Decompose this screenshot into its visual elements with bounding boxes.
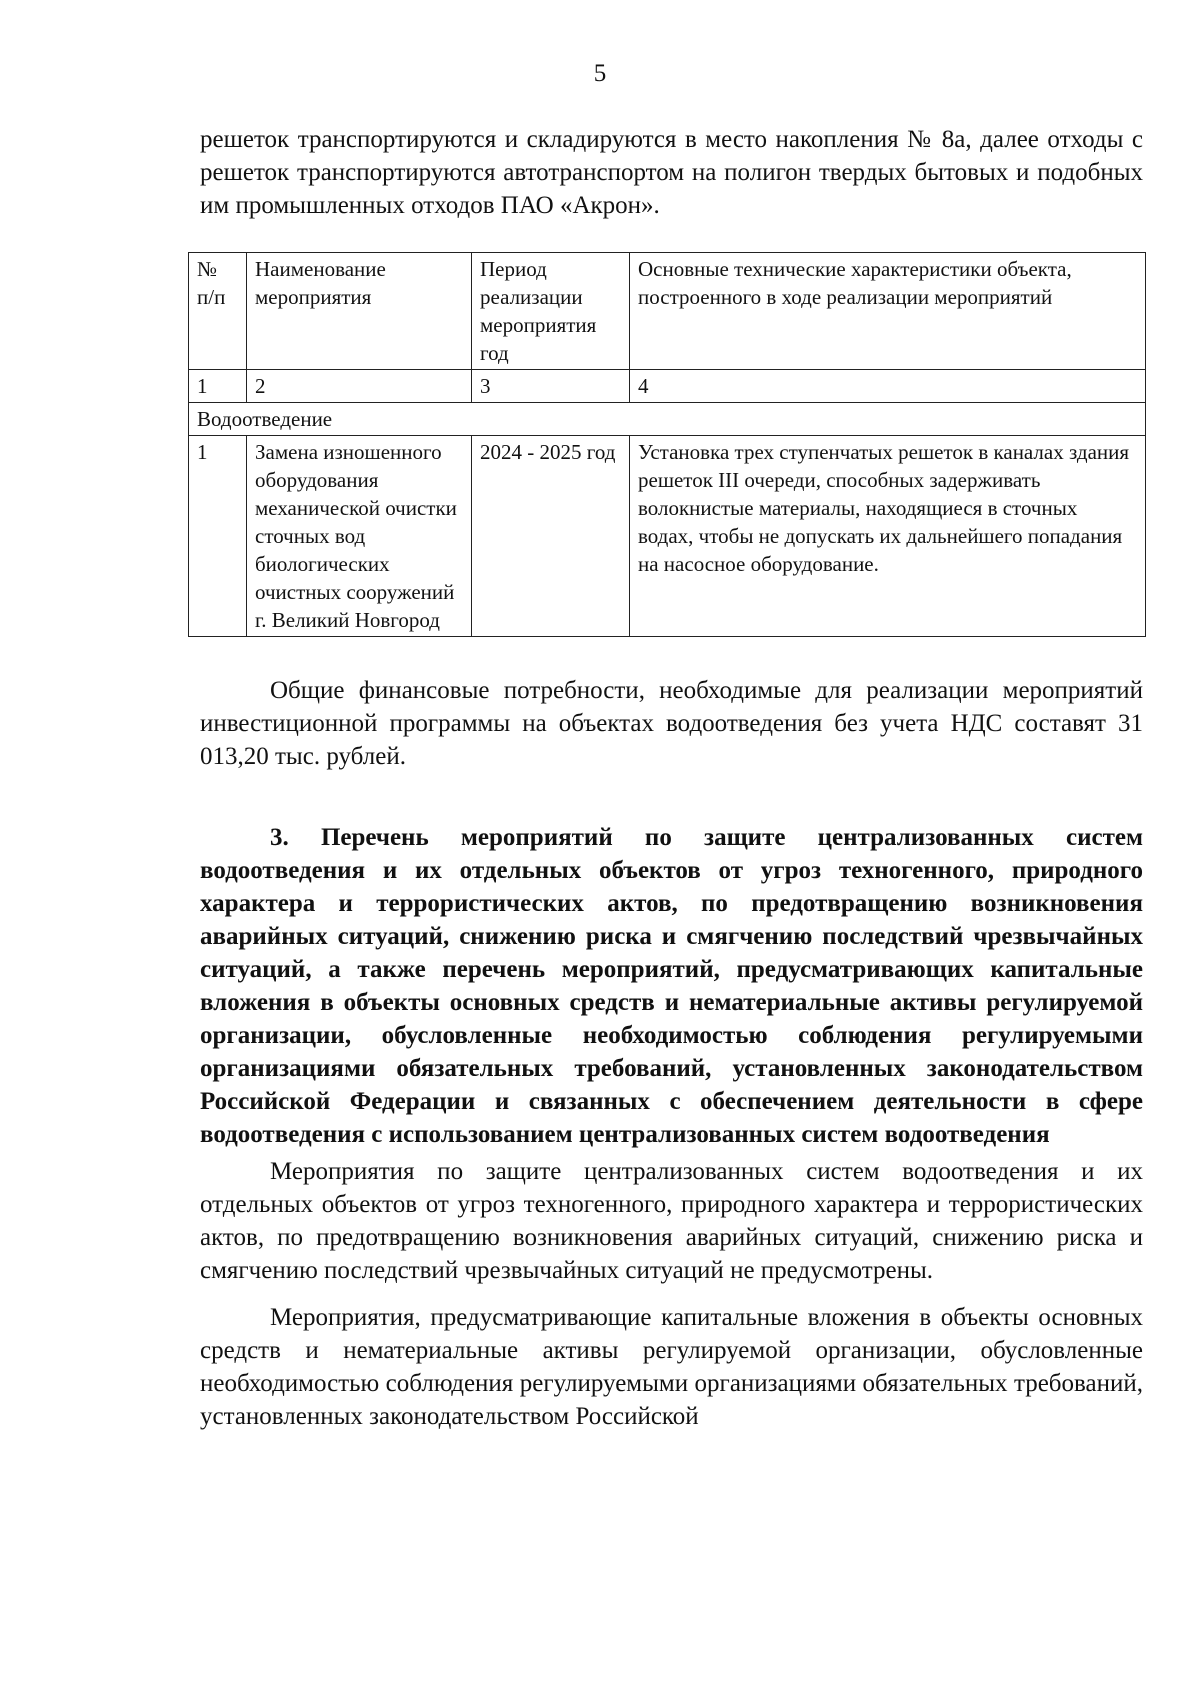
- column-number: 2: [247, 370, 472, 403]
- table-row: [189, 436, 1146, 637]
- table-header-row: [189, 253, 1146, 370]
- table-section-row: [189, 403, 1146, 436]
- document-body: [197, 123, 1143, 1433]
- row-name: Замена изношенного оборудования механической очистки сточных вод биологических очистных сооружений г. Великий Новгород: [247, 436, 472, 637]
- header-characteristics: Основные технические характеристики объекта, построенного в ходе реализации мероприятий: [630, 253, 1146, 370]
- column-numbers-row: [189, 370, 1146, 403]
- page-number: 5: [593, 60, 607, 87]
- row-num: 1: [189, 436, 247, 637]
- section-heading: 3. Перечень мероприятий по защите централизованных систем водоотведения и их отдельных объектов от угроз техногенного, природного характера и террористических актов, по предотвращению возникновения аварийных ситуаций, снижению риска и смягчению последствий чрезвычайных ситуаций, а также перечень мероприятий, предусматривающих капитальные вложения в объекты основных средств и нематериальные активы регулируемой организации, обусловленные необходимостью соблюдения регулируемыми организациями обязательных требований, установленных законодательством Российской Федерации и связанных с обеспечением деятельности в сфере водоотведения с использованием централизованных систем водоотведения: [200, 824, 1143, 1148]
- row-period: 2024 - 2025 год: [472, 436, 630, 637]
- header-name: Наименование мероприятия: [247, 253, 472, 370]
- column-number: 3: [472, 370, 630, 403]
- header-period: Период реализации мероприятия год: [472, 253, 630, 370]
- column-number: 1: [189, 370, 247, 403]
- protection-paragraph: Мероприятия по защите централизованных систем водоотведения и их отдельных объектов от угроз техногенного, природного характера и террористических актов, по предотвращению возникновения аварийных ситуаций, снижению риска и смягчению последствий чрезвычайных ситуаций не предусмотрены.: [200, 1158, 1143, 1284]
- finance-paragraph: Общие финансовые потребности, необходимые для реализации мероприятий инвестиционной программы на объектах водоотведения без учета НДС составят 31 013,20 тыс. рублей.: [200, 677, 1143, 770]
- header-num: № п/п: [189, 253, 247, 370]
- row-characteristics: Установка трех ступенчатых решеток в каналах здания решеток III очереди, способных задерживать волокнистые материалы, находящиеся в сточных водах, чтобы не допускать их дальнейшего попадания на насосное оборудование.: [630, 436, 1146, 637]
- column-number: 4: [630, 370, 1146, 403]
- section-title: Водоотведение: [189, 403, 1146, 436]
- measures-table: [188, 252, 1146, 637]
- intro-paragraph: решеток транспортируются и складируются в место накопления № 8а, далее отходы с решеток транспортируются автотранспортом на полигон твердых бытовых и подобных им промышленных отходов ПАО «Акрон».: [200, 126, 1143, 219]
- capital-investment-paragraph: Мероприятия, предусматривающие капитальные вложения в объекты основных средств и нематериальные активы регулируемой организации, обусловленные необходимостью соблюдения регулируемыми организациями обязательных требований, установленных законодательством Российской: [200, 1304, 1143, 1430]
